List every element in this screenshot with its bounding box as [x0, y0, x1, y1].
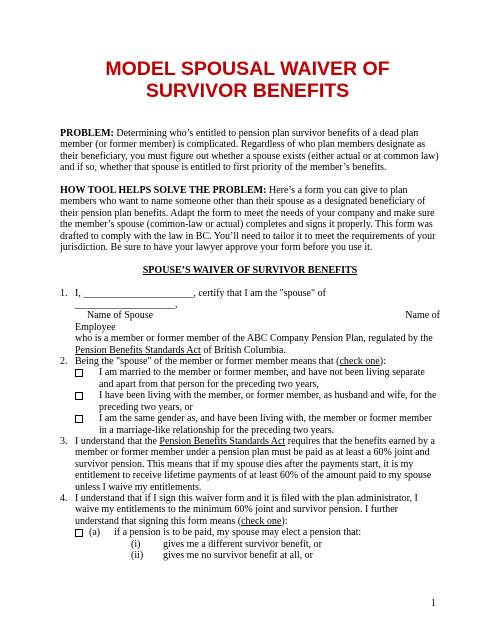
act-requirement: [75, 436, 440, 493]
waiver-item-3: [60, 436, 440, 493]
problem-text: Determining who’s entitled to pension plan survivor benefits of a dead plan member (or former member) is complicated. Regardless of who plan members designate as their beneficiary, you must figure out whether a spouse exists (either actual or at common law) and if so, whether that spouse is entitled to first priority of the member’s benefits.: [60, 128, 439, 174]
spouse-option-common-law[interactable]: [75, 390, 440, 413]
name-labels-row: [75, 310, 440, 321]
certify-line: I, ______________________, certify that I am the "spouse" of: [75, 287, 326, 299]
option-letter: (a): [89, 527, 101, 539]
member-statement-end: of British Columbia.: [200, 344, 286, 356]
checkbox-icon[interactable]: [75, 415, 83, 423]
name-of-employee-label: Name of: [405, 310, 440, 322]
waiver-consequence: [75, 493, 440, 527]
option-text: I am the same gender as, and have been living with, the member or former member in a marriage-like relationship for the preceding two years.: [99, 413, 432, 436]
sub-item: [75, 539, 440, 550]
name-of-spouse-label: Name of Spouse: [87, 310, 154, 322]
member-statement-text: who is a member or former member of the ABC Company Pension Plan, regulated by the: [75, 333, 433, 345]
name-of-employee-label-cont: Employee: [75, 321, 116, 333]
how-tool-helps-text: Here’s a form you can give to plan members who want to name someone other than their spouse as a designated beneficiary of their pension plan benefits. Adapt the form to meet the needs of your company and make sure the member’s spouse (common-law or actual) completes and signs it properly. This form was drafted to comply with the law in BC. You’ll need to tailor it to meet the requirements of your jurisdiction. Be sure to have your lawyer approve your form before you use it.: [60, 185, 436, 254]
option-text: I am married to the member or former member, and have not been living separate and apart from that person for the preceding two years,: [99, 367, 425, 390]
page-number: 1: [431, 598, 436, 609]
spouse-option-married[interactable]: [75, 367, 440, 390]
act-name: Pension Benefits Standards Act: [75, 344, 201, 356]
problem-label: PROBLEM:: [60, 128, 114, 139]
waiver-items-list: [60, 288, 440, 562]
act-requirement-end: requires that the benefits earned by a member or former member under a pension plan must be paid as at least a 60% joint and survivor pension. This means that if my spouse dies after the payments start, it is my entitlement to receive lifetime payments of at least 60% of the amount paid to my spouse unless I waive my entitlements.: [75, 435, 435, 493]
sub-item: [75, 550, 440, 561]
sub-item-text: gives me a different survivor benefit, or: [163, 538, 322, 550]
sub-item-numeral: (i): [131, 538, 141, 550]
spouse-definition-end: ):: [379, 356, 386, 368]
checkbox-icon[interactable]: [75, 369, 83, 377]
check-one-label: check one: [339, 356, 380, 368]
sub-item-numeral: (ii): [131, 549, 144, 561]
item-number: 2.: [60, 356, 68, 368]
waiver-item-1: [60, 288, 440, 356]
waiver-item-4: [60, 493, 440, 561]
item-number: 1.: [60, 287, 68, 299]
document-title: MODEL SPOUSAL WAIVER OF SURVIVOR BENEFITS: [105, 58, 390, 102]
checkbox-icon[interactable]: [75, 392, 83, 400]
sub-item-text: gives me no survivor benefit at all, or: [163, 549, 313, 561]
waiver-consequence-text: I understand that if I sign this waiver form and it is filed with the plan administrator, I waive my entitlements to the minimum 60% joint and survivor pension. I further understand that signing this form means (: [75, 492, 418, 527]
item-number: 4.: [60, 492, 68, 504]
form-heading: SPOUSE’S WAIVER OF SURVIVOR BENEFITS: [142, 264, 358, 276]
spouse-option-same-gender[interactable]: [75, 413, 440, 436]
document-body: [60, 128, 440, 561]
spouse-definition-text: Being the "spouse" of the member or former member means that (: [75, 356, 340, 368]
blank-line: ____________________,: [75, 299, 178, 311]
option-text: if a pension is to be paid, my spouse may elect a pension that:: [114, 527, 362, 539]
spouse-definition: [75, 356, 440, 367]
waiver-item-2: [60, 356, 440, 436]
how-tool-helps-paragraph: [60, 185, 440, 253]
check-one-label: check one: [241, 515, 282, 527]
waiver-consequence-end: ):: [281, 515, 288, 527]
act-requirement-text: I understand that the: [75, 435, 160, 447]
act-name: Pension Benefits Standards Act: [159, 435, 286, 447]
problem-paragraph: [60, 128, 440, 174]
waiver-option-a[interactable]: [75, 527, 440, 538]
item-number: 3.: [60, 435, 68, 447]
how-tool-helps-label: HOW TOOL HELPS SOLVE THE PROBLEM:: [60, 185, 267, 197]
option-text: I have been living with the member, or former member, as husband and wife, for the preceding two years, or: [99, 390, 437, 413]
checkbox-icon[interactable]: [75, 529, 83, 537]
member-statement: [75, 333, 440, 356]
